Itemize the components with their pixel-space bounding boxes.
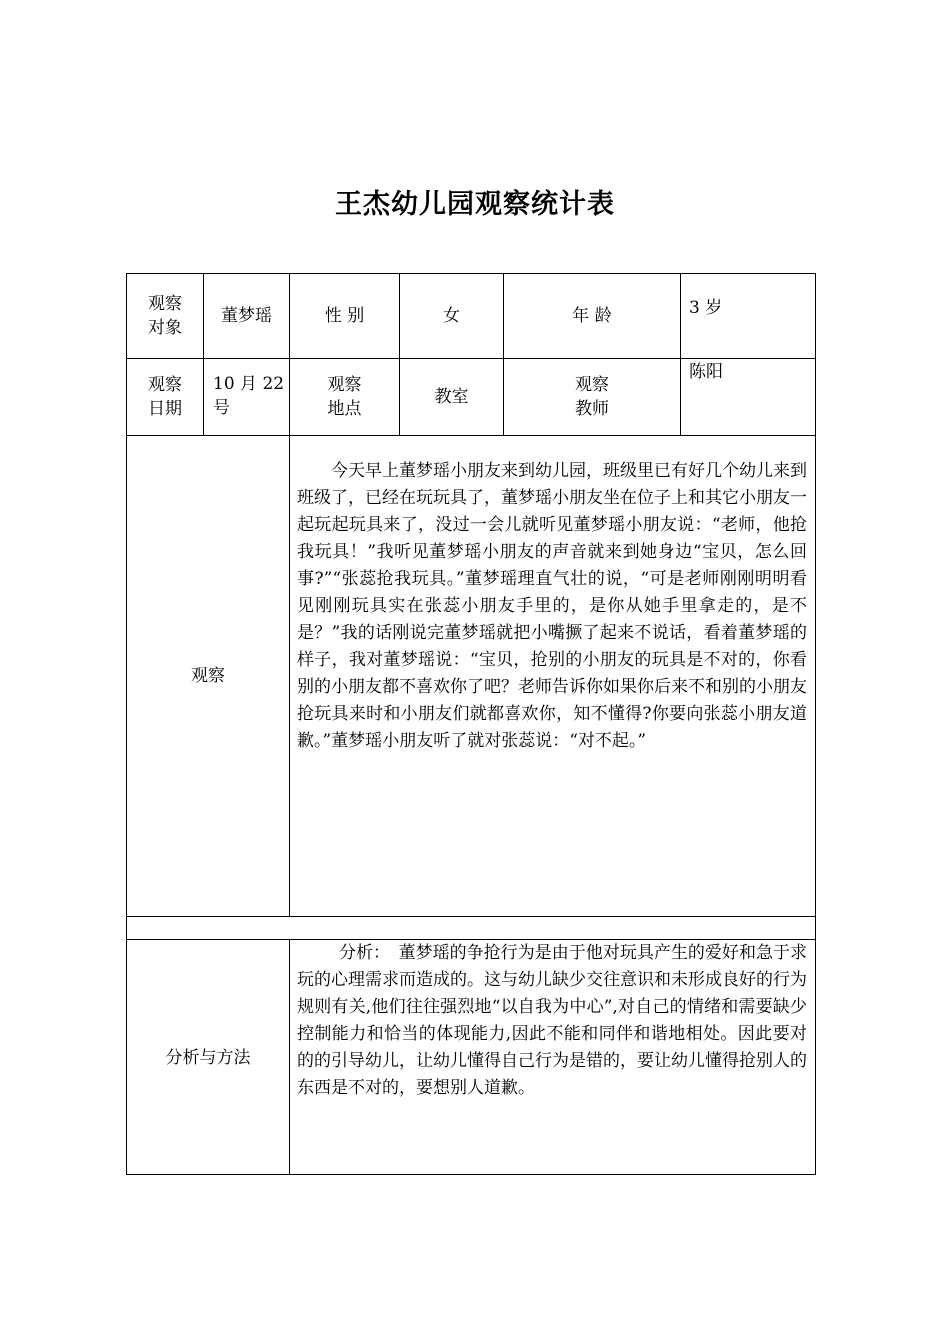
subject-value: 董梦瑶 xyxy=(221,306,272,326)
date-value: 10 月 22 号 xyxy=(213,374,285,418)
age-label: 年 龄 xyxy=(572,306,612,326)
gender-value: 女 xyxy=(443,306,460,326)
subject-label: 观察 对象 xyxy=(148,294,182,338)
analysis-label: 分析与方法 xyxy=(165,1047,251,1068)
teacher-value: 陈阳 xyxy=(689,362,723,382)
observation-text: 今天早上董梦瑶小朋友来到幼儿园，班级里已有好几个幼儿来到班级了，已经在玩玩具了，董梦瑶小朋友坐在位子上和其它小朋友一起玩起玩具来了，没过一会儿就听见董梦瑶小朋友说：“老师，他抢我玩具！”我听见董梦瑶小朋友的声音就来到她身边“宝贝，怎么回事?”“张蕊抢我玩具。”董梦瑶理直气壮的说，“可是老师刚刚明明看见刚刚玩具实在张蕊小朋友手里的，是你从她手里拿走的，是不是？”我的话刚说完董梦瑶就把小嘴撅了起来不说话，看着董梦瑶的样子，我对董梦瑶说：“宝贝，抢别的小朋友的玩具是不对的，你看别的小朋友都不喜欢你了吧？老师告诉你如果你后来不和别的小朋友抢玩具来时和小朋友们就都喜欢你，知不懂得?你要向张蕊小朋友道歉。”董梦瑶小朋友听了就对张蕊说：“对不起。” xyxy=(297,461,807,751)
gender-label: 性 别 xyxy=(324,306,365,326)
analysis-text: 分析： 董梦瑶的争抢行为是由于他对玩具产生的爱好和急于求玩的心理需求而造成的。这与幼儿缺少交往意识和未形成良好的行为规则有关,他们往往强烈地“以自我为中心”,对自己的情绪和需要缺少控制能力和恰当的体现能力,因此不能和同伴和谐地相处。因此要对的的引导幼儿，让幼儿懂得自己行为是错的，要让幼儿懂得抢别人的东西是不对的，要想别人道歉。 xyxy=(297,943,807,1098)
page-title: 王杰幼儿园观察统计表 xyxy=(335,189,615,220)
observation-table xyxy=(126,273,816,1175)
date-label: 观察 日期 xyxy=(148,375,182,419)
age-value: 3 岁 xyxy=(689,298,723,318)
observation-label: 观察 xyxy=(191,666,225,686)
teacher-label: 观察 教师 xyxy=(575,375,609,419)
place-value: 教室 xyxy=(434,387,469,407)
place-label: 观察 地点 xyxy=(327,375,362,419)
